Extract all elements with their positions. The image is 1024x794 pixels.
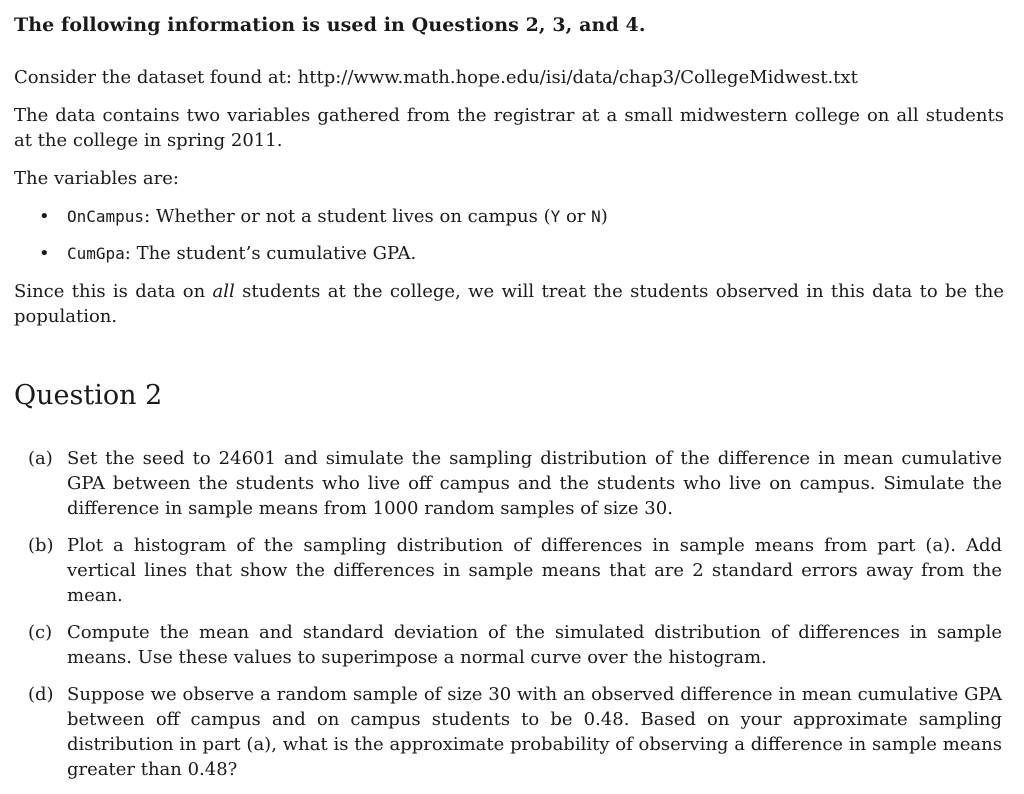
question-part xyxy=(28,682,1002,782)
part-text: Plot a histogram of the sampling distribution of differences in sample means from part (a). Add vertical lines that show the differences in sample means that are 2 standard errors away from the mean. xyxy=(67,535,1002,606)
list-item xyxy=(39,204,984,241)
part-label: (d) xyxy=(28,684,54,705)
variable-name: CumGpa xyxy=(67,244,125,263)
population-note: Since this is data on all students at the college, we will treat the students observed in this data to be the population. xyxy=(14,281,1004,327)
dataset-prefix: Consider the dataset found at: xyxy=(14,67,298,88)
code-n: N xyxy=(591,207,601,226)
variable-name: OnCampus xyxy=(67,207,145,226)
part-text: Set the seed to 24601 and simulate the sampling distribution of the difference in mean cumulative GPA between the students who live off campus and the students who live on campus. Simulate the difference in sample means from 1000 random samples of size 30. xyxy=(67,448,1002,519)
dataset-line xyxy=(14,65,1004,90)
bullet-icon: • xyxy=(39,206,50,227)
part-label: (a) xyxy=(28,448,53,469)
question-parts xyxy=(28,446,1002,794)
dataset-description: The data contains two variables gathered from the registrar at a small midwestern college on all students at the college in spring 2011. xyxy=(14,105,1004,151)
part-text: Compute the mean and standard deviation of the simulated distribution of differences in sample means. Use these values to superimpose a normal curve over the histogram. xyxy=(67,622,1002,668)
question-title: Question 2 xyxy=(14,380,163,411)
variables-list xyxy=(39,204,984,278)
question-part xyxy=(28,533,1002,608)
variable-close: ) xyxy=(600,206,608,227)
variable-description: : The student’s cumulative GPA. xyxy=(124,243,417,264)
emphasis-all: all xyxy=(212,281,235,302)
variable-description: : Whether or not a student lives on campus ( xyxy=(144,206,551,227)
variable-or: or xyxy=(560,206,592,227)
intro-heading: The following information is used in Questions 2, 3, and 4. xyxy=(14,14,646,36)
bullet-icon: • xyxy=(39,243,50,264)
dataset-url: http://www.math.hope.edu/isi/data/chap3/CollegeMidwest.txt xyxy=(297,67,858,88)
part-label: (b) xyxy=(28,535,54,556)
question-part xyxy=(28,620,1002,670)
part-text: Suppose we observe a random sample of size 30 with an observed difference in mean cumulative GPA between off campus and on campus students to be 0.48. Based on your approximate sampling distribution in part (a), what is the approximate probability of observing a difference in sample means greater than 0.48? xyxy=(67,684,1002,780)
question-part xyxy=(28,446,1002,521)
list-item xyxy=(39,241,984,278)
part-label: (c) xyxy=(28,622,53,643)
variables-intro: The variables are: xyxy=(14,168,179,189)
code-y: Y xyxy=(550,207,561,226)
